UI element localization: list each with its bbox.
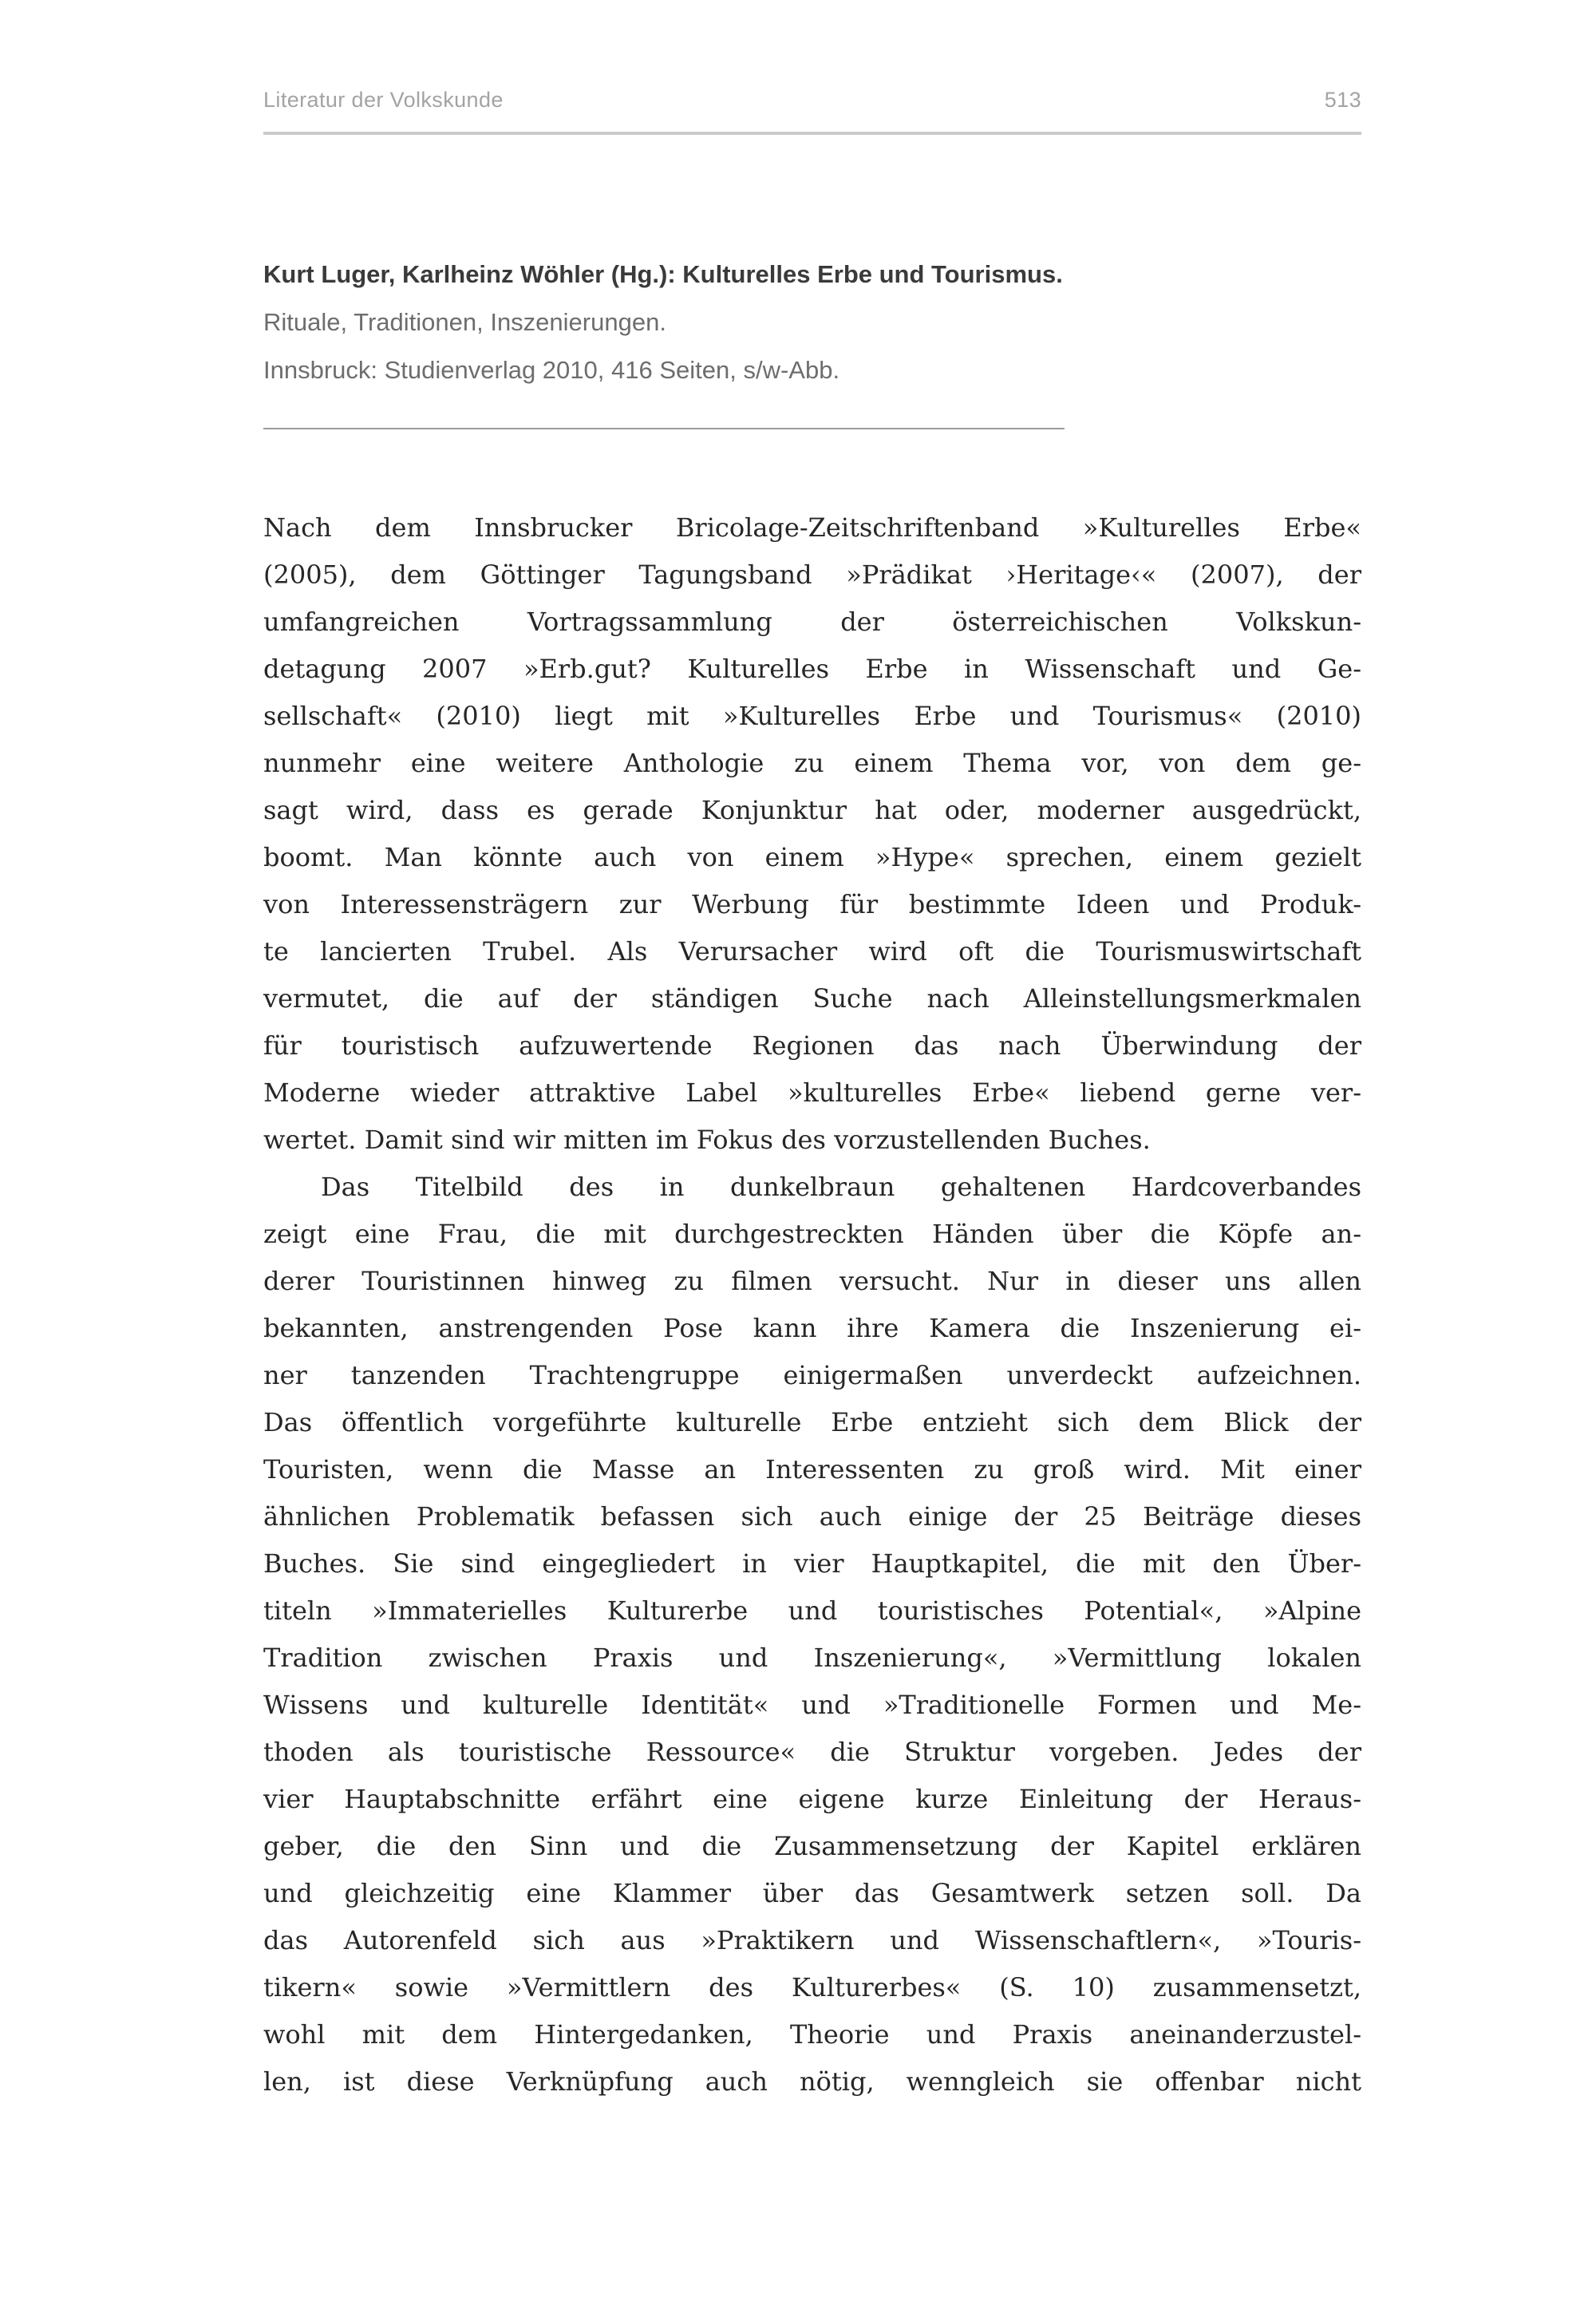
body-line: Das öffentlich vorgeführte kulturelle Erbe entzieht sich dem Blick der: [263, 1407, 1361, 1437]
book-citation-subtitle: Rituale, Traditionen, Inszenierungen.: [263, 308, 666, 336]
body-line: bekannten, anstrengenden Pose kann ihre Kamera die Inszenierung ei-: [263, 1313, 1361, 1343]
book-citation-imprint: Innsbruck: Studienverlag 2010, 416 Seiten, s/w-Abb.: [263, 356, 840, 384]
body-line: vermutet, die auf der ständigen Suche nach Alleinstellungsmerkmalen: [263, 983, 1361, 1014]
body-line: wohl mit dem Hintergedanken, Theorie und Praxis aneinanderzustel-: [263, 2019, 1361, 2050]
body-line: das Autorenfeld sich aus »Praktikern und Wissenschaftlern«, »Touris-: [263, 1925, 1361, 1955]
body-line: (2005), dem Göttinger Tagungsband »Prädikat ›Heritage‹« (2007), der: [263, 559, 1361, 590]
body-line: titeln »Immaterielles Kulturerbe und touristisches Potential«, »Alpine: [263, 1595, 1361, 1626]
body-line: für touristisch aufzuwertende Regionen das nach Überwindung der: [263, 1030, 1361, 1061]
book-citation-title: Kurt Luger, Karlheinz Wöhler (Hg.): Kulturelles Erbe und Tourismus.: [263, 260, 1063, 288]
body-line: boomt. Man könnte auch von einem »Hype« sprechen, einem gezielt: [263, 842, 1361, 872]
header-divider: [263, 132, 1361, 135]
body-line: tikern« sowie »Vermittlern des Kulturerbes« (S. 10) zusammensetzt,: [263, 1972, 1361, 2003]
body-line: wertet. Damit sind wir mitten im Fokus des vorzustellenden Buches.: [263, 1125, 1151, 1155]
body-line: Tradition zwischen Praxis und Inszenierung«, »Vermittlung lokalen: [263, 1643, 1361, 1673]
body-line: Buches. Sie sind eingegliedert in vier Hauptkapitel, die mit den Über-: [263, 1548, 1361, 1579]
body-line: thoden als touristische Ressource« die Struktur vorgeben. Jedes der: [263, 1737, 1361, 1767]
book-citation: [263, 251, 1361, 394]
body-line: sellschaft« (2010) liegt mit »Kulturelles Erbe und Tourismus« (2010): [263, 701, 1361, 731]
running-header: [263, 88, 1361, 113]
body-line: detagung 2007 »Erb.gut? Kulturelles Erbe in Wissenschaft und Ge-: [263, 654, 1361, 684]
body-line: derer Touristinnen hinweg zu filmen versucht. Nur in dieser uns allen: [263, 1266, 1361, 1296]
body-line: len, ist diese Verknüpfung auch nötig, wenngleich sie offenbar nicht: [263, 2066, 1361, 2097]
body-line: vier Hauptabschnitte erfährt eine eigene kurze Einleitung der Heraus-: [263, 1784, 1361, 1814]
body-line: von Interessensträgern zur Werbung für bestimmte Ideen und Produk-: [263, 889, 1361, 919]
body-line: zeigt eine Frau, die mit durchgestreckten Händen über die Köpfe an-: [263, 1219, 1361, 1249]
body-line: ähnlichen Problematik befassen sich auch einige der 25 Beiträge dieses: [263, 1501, 1361, 1532]
review-body: [263, 504, 1361, 2105]
body-line: te lancierten Trubel. Als Verursacher wird oft die Tourismuswirtschaft: [263, 936, 1361, 967]
body-line: Das Titelbild des in dunkelbraun gehaltenen Hardcoverbandes: [321, 1172, 1361, 1202]
body-line: geber, die den Sinn und die Zusammensetzung der Kapitel erklären: [263, 1831, 1361, 1861]
page-number: 513: [1324, 88, 1361, 112]
citation-divider: [263, 428, 1065, 429]
body-line: und gleichzeitig eine Klammer über das Gesamtwerk setzen soll. Da: [263, 1878, 1361, 1908]
body-line: Wissens und kulturelle Identität« und »Traditionelle Formen und Me-: [263, 1690, 1361, 1720]
review-paragraph: [263, 504, 1361, 1164]
body-line: Moderne wieder attraktive Label »kulturelles Erbe« liebend gerne ver-: [263, 1077, 1361, 1108]
body-line: umfangreichen Vortragssammlung der österreichischen Volkskun-: [263, 607, 1361, 637]
body-line: Nach dem Innsbrucker Bricolage-Zeitschriftenband »Kulturelles Erbe«: [263, 512, 1361, 543]
body-line: nunmehr eine weitere Anthologie zu einem Thema vor, von dem ge-: [263, 748, 1361, 778]
body-line: Touristen, wenn die Masse an Interessenten zu groß wird. Mit einer: [263, 1454, 1361, 1485]
running-title: Literatur der Volkskunde: [263, 88, 504, 112]
body-line: ner tanzenden Trachtengruppe einigermaßen unverdeckt aufzeichnen.: [263, 1360, 1361, 1390]
review-paragraph: [263, 1164, 1361, 2105]
body-line: sagt wird, dass es gerade Konjunktur hat oder, moderner ausgedrückt,: [263, 795, 1361, 825]
